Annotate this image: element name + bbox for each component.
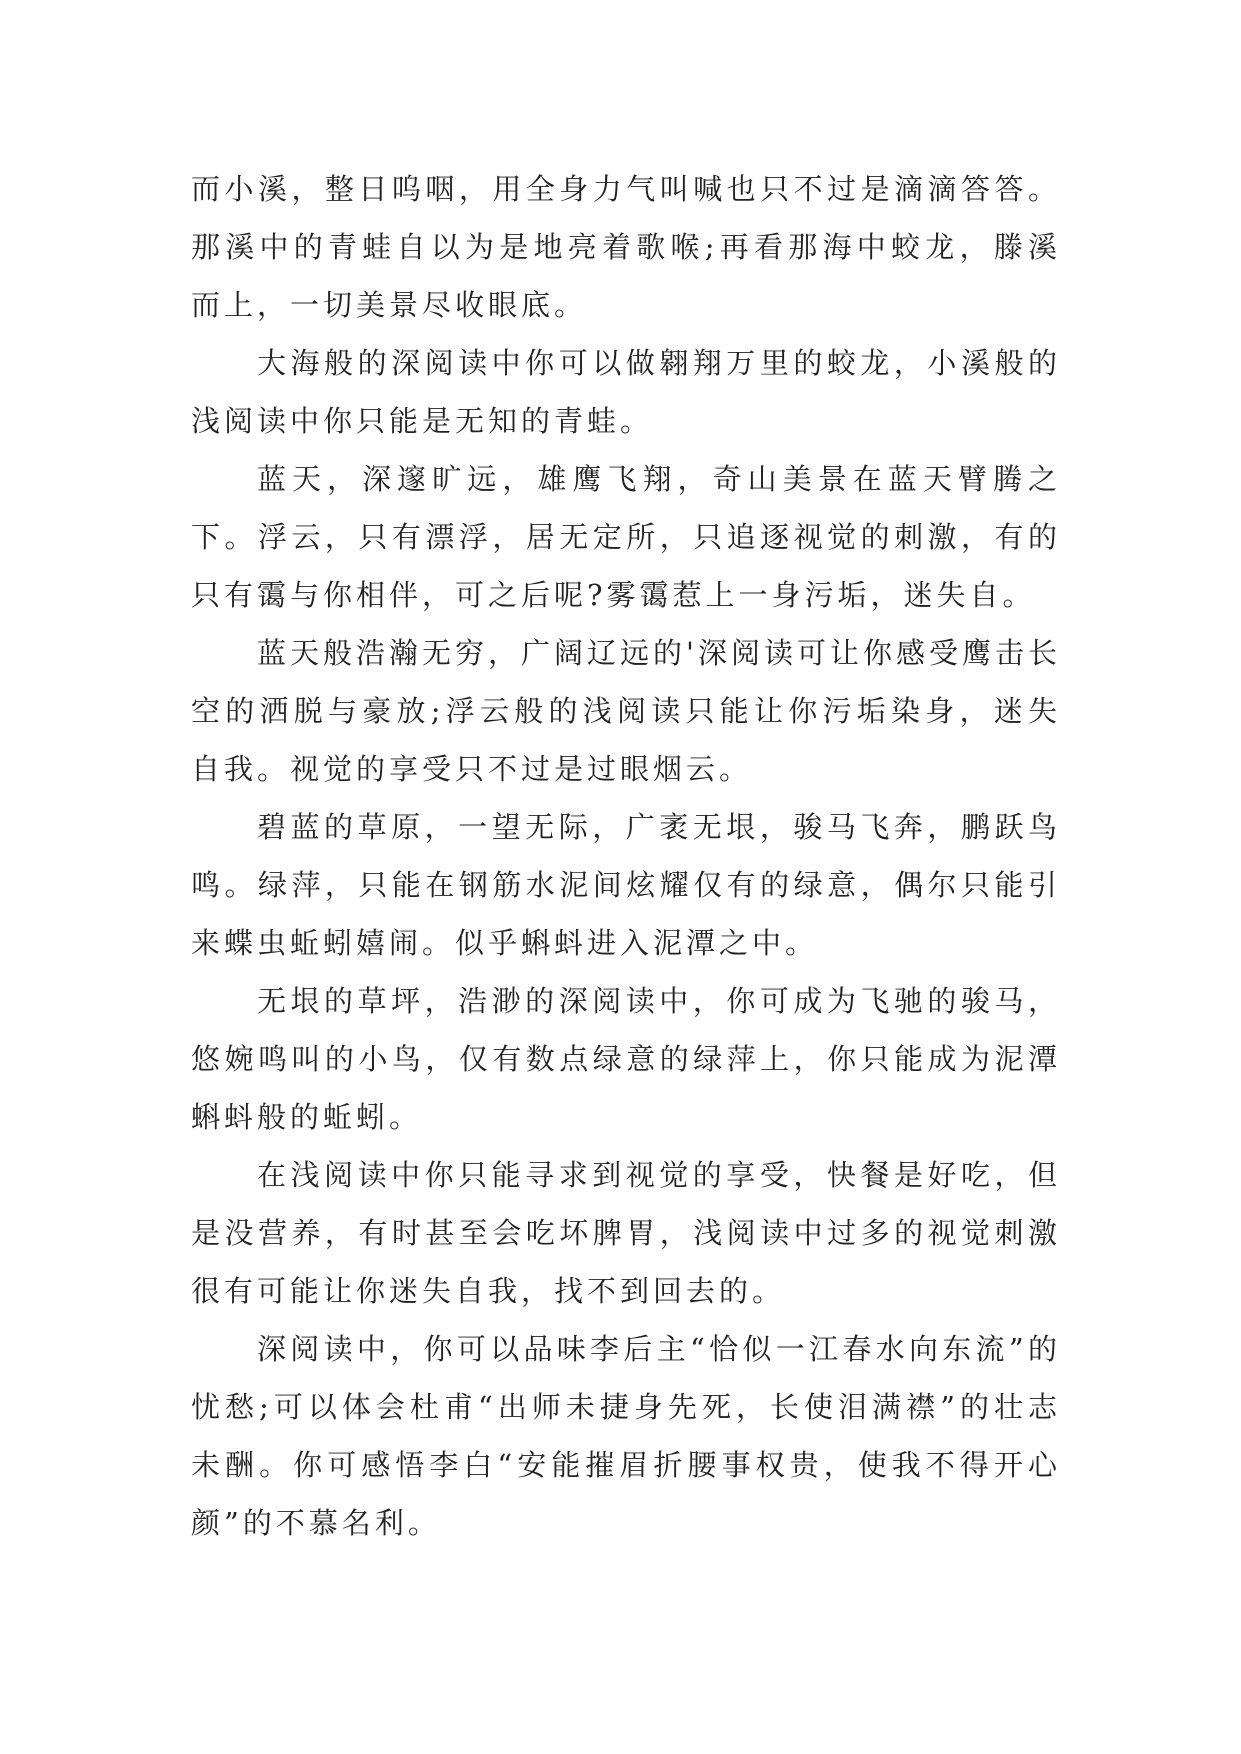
paragraph: 蓝天般浩瀚无穷，广阔辽远的'深阅读可让你感受鹰击长空的洒脱与豪放;浮云般的浅阅读只能让你污垢染身，迷失自我。视觉的享受只不过是过眼烟云。 bbox=[191, 636, 1061, 786]
paragraph: 深阅读中，你可以品味李后主“恰似一江春水向东流”的忧愁;可以体会杜甫“出师未捷身先死，长使泪满襟”的壮志未酬。你可感悟李白“安能摧眉折腰事权贵，使我不得开心颜”的不慕名利。 bbox=[191, 1332, 1061, 1540]
paragraph: 在浅阅读中你只能寻求到视觉的享受，快餐是好吃，但是没营养，有时甚至会吃坏脾胃，浅阅读中过多的视觉刺激很有可能让你迷失自我，找不到回去的。 bbox=[191, 1158, 1061, 1308]
paragraph: 无垠的草坪，浩渺的深阅读中，你可成为飞驰的骏马，悠婉鸣叫的小鸟，仅有数点绿意的绿萍上，你只能成为泥潭蝌蚪般的蚯蚓。 bbox=[191, 984, 1061, 1134]
paragraph: 大海般的深阅读中你可以做翱翔万里的蛟龙，小溪般的浅阅读中你只能是无知的青蛙。 bbox=[191, 346, 1061, 438]
document-body bbox=[191, 160, 1061, 1552]
paragraph: 碧蓝的草原，一望无际，广袤无垠，骏马飞奔，鹏跃鸟鸣。绿萍，只能在钢筋水泥间炫耀仅有的绿意，偶尔只能引来蝶虫蚯蚓嬉闹。似乎蝌蚪进入泥潭之中。 bbox=[191, 810, 1061, 960]
paragraph: 而小溪，整日呜咽，用全身力气叫喊也只不过是滴滴答答。那溪中的青蛙自以为是地亮着歌喉;再看那海中蛟龙，滕溪而上，一切美景尽收眼底。 bbox=[191, 172, 1061, 322]
paragraph: 蓝天，深邃旷远，雄鹰飞翔，奇山美景在蓝天臂腾之下。浮云，只有漂浮，居无定所，只追逐视觉的刺激，有的只有霭与你相伴，可之后呢?雾霭惹上一身污垢，迷失自。 bbox=[191, 462, 1061, 612]
